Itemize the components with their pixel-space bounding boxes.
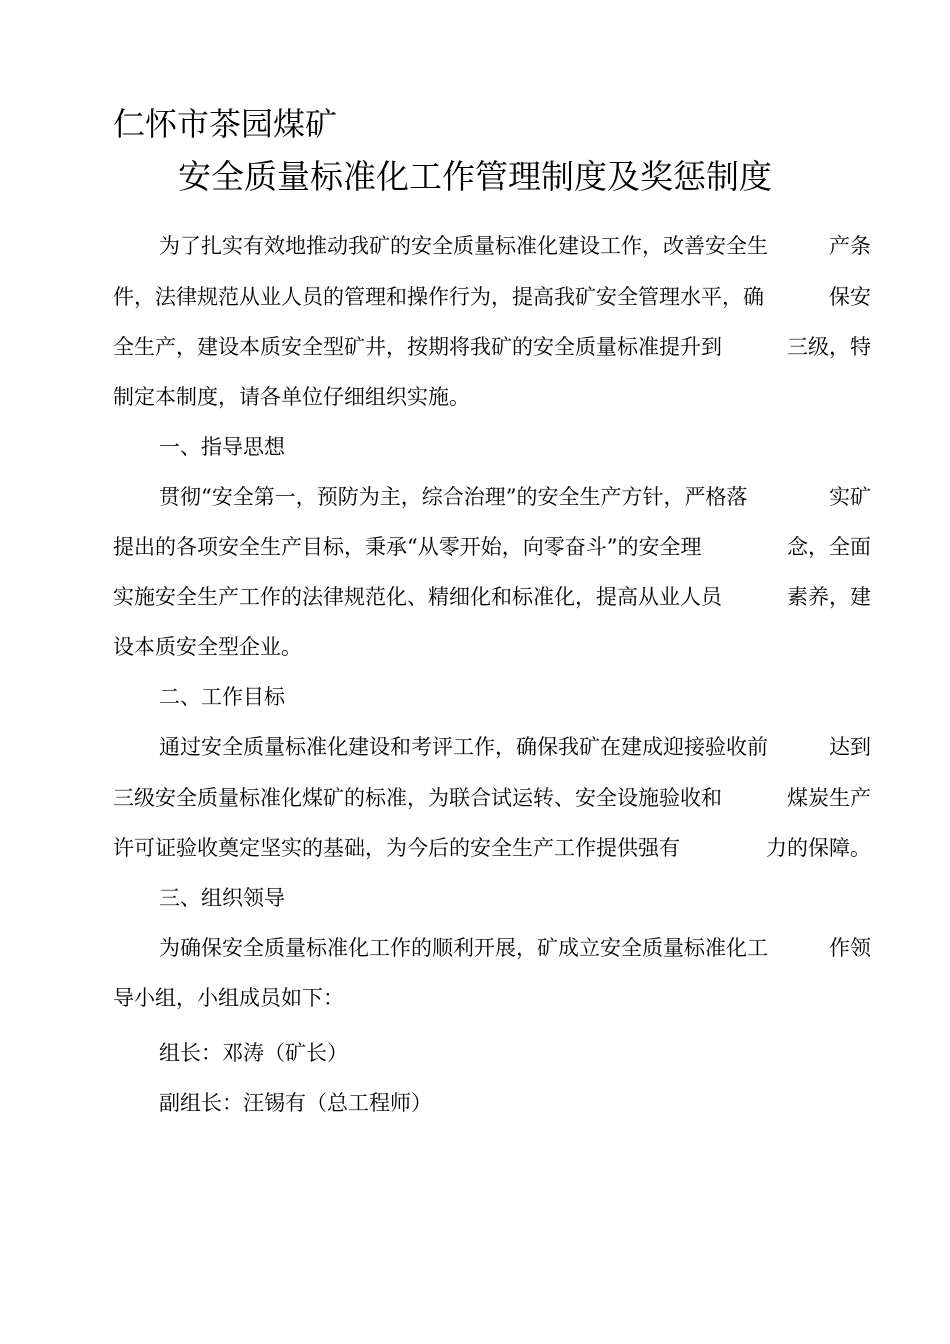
text-segment: 力的保障。 (766, 836, 871, 860)
text-segment: 实矿 (829, 485, 871, 509)
text-segment: 为了扎实有效地推动我矿的安全质量标准化建设工作，改善安全生 (159, 234, 768, 258)
text-segment: 保安 (829, 285, 871, 309)
text-segment: 三级，特 (787, 335, 871, 359)
text-segment: 贯彻“安全第一，预防为主，综合治理”的安全生产方针，严格落 (159, 485, 748, 509)
intro-line-4: 制定本制度，请各单位仔细组织实施。 (113, 385, 470, 409)
section3-line-1 (159, 933, 871, 963)
section-heading-organization: 三、组织领导 (159, 886, 285, 910)
text-segment: 念，全面 (787, 535, 871, 559)
text-segment: 达到 (829, 735, 871, 759)
section1-line-4: 设本质安全型企业。 (113, 635, 302, 659)
team-leader: 组长：邓涛（矿长） (159, 1041, 348, 1065)
section3-line-2: 导小组，小组成员如下： (113, 986, 344, 1010)
section2-line-1 (159, 732, 871, 762)
section2-line-2 (113, 783, 871, 813)
text-segment: 为确保安全质量标准化工作的顺利开展，矿成立安全质量标准化工 (159, 936, 768, 960)
text-segment: 许可证验收奠定坚实的基础，为今后的安全生产工作提供强有 (113, 836, 680, 860)
section1-line-1 (159, 482, 871, 512)
text-segment: 素养，建 (787, 585, 871, 609)
section2-line-3 (113, 833, 871, 863)
section-heading-guiding-ideology: 一、指导思想 (159, 435, 285, 459)
text-segment: 通过安全质量标准化建设和考评工作，确保我矿在建成迎接验收前 (159, 735, 768, 759)
text-segment: 实施安全生产工作的法律规范化、精细化和标准化，提高从业人员 (113, 585, 722, 609)
intro-line-2 (113, 282, 871, 312)
document-title: 安全质量标准化工作管理制度及奖惩制度 (178, 157, 772, 196)
text-segment: 三级安全质量标准化煤矿的标准，为联合试运转、安全设施验收和 (113, 786, 722, 810)
text-segment: 件，法律规范从业人员的管理和操作行为，提高我矿安全管理水平，确 (113, 285, 764, 309)
text-segment: 煤炭生产 (787, 786, 871, 810)
section1-line-3 (113, 582, 871, 612)
text-segment: 提出的各项安全生产目标，秉承“从零开始，向零奋斗”的安全理 (113, 535, 702, 559)
organization-title: 仁怀市茶园煤矿 (113, 105, 338, 143)
text-segment: 全生产，建设本质安全型矿井，按期将我矿的安全质量标准提升到 (113, 335, 722, 359)
text-segment: 作领 (829, 936, 871, 960)
section1-line-2 (113, 532, 871, 562)
deputy-team-leader: 副组长：汪锡有（总工程师） (159, 1091, 432, 1115)
intro-line-3 (113, 332, 871, 362)
text-segment: 产条 (829, 234, 871, 258)
intro-line-1 (159, 231, 871, 261)
section-heading-work-goals: 二、工作目标 (159, 685, 285, 709)
